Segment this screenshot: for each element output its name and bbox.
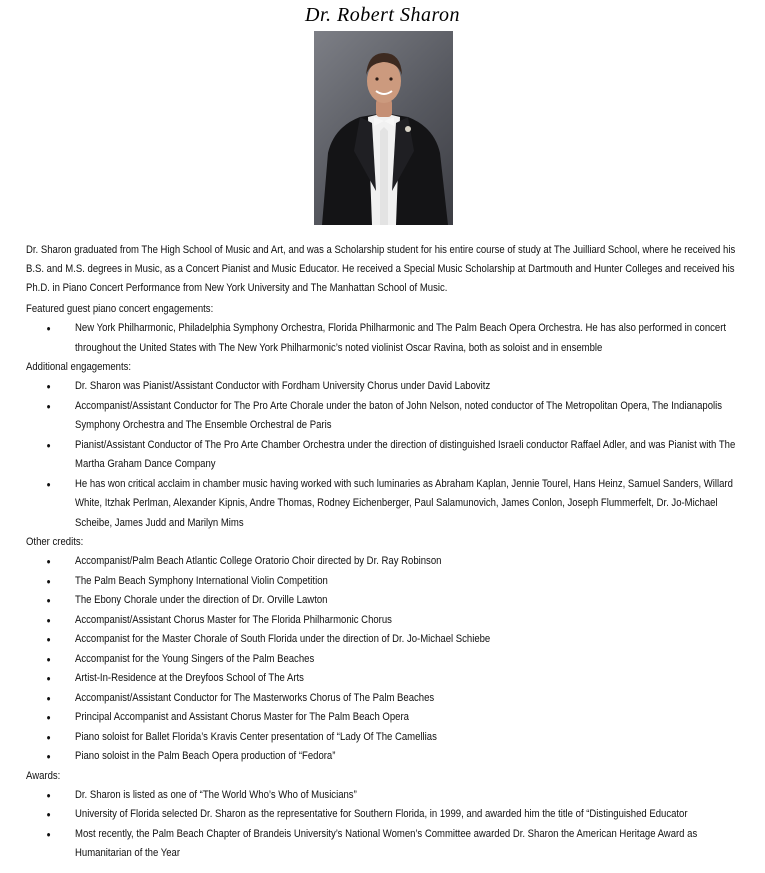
list-item: • Principal Accompanist and Assistant Chorus Master for The Palm Beach Opera (75, 708, 748, 728)
list-item: • New York Philharmonic, Philadelphia Symphony Orchestra, Florida Philharmonic and The Palm Beach Opera Orchestra. He has also performed in concert throughout the United States with The New York Philharmonic’s noted violinist Oscar Ravina, both as soloist and in ensemble (75, 319, 748, 358)
additional-heading: Additional engagements: (26, 361, 132, 373)
portrait-photo (314, 31, 453, 225)
list-item: • Accompanist/Assistant Chorus Master for The Florida Philharmonic Chorus (75, 611, 748, 631)
list-item: • Pianist/Assistant Conductor of The Pro Arte Chamber Orchestra under the direction of distinguished Israeli conductor Raffael Adler, and was Pianist with The Martha Graham Dance Company (75, 436, 748, 475)
list-item: • Piano soloist for Ballet Florida’s Kravis Center presentation of “Lady Of The Camellias (75, 728, 748, 748)
list-item: • The Ebony Chorale under the direction of Dr. Orville Lawton (75, 591, 748, 611)
other-heading: Other credits: (26, 536, 84, 548)
list-item: • Dr. Sharon is listed as one of “The World Who’s Who of Musicians” (75, 786, 748, 806)
list-item: • Accompanist/Assistant Conductor for The Masterworks Chorus of The Palm Beaches (75, 689, 748, 709)
list-item: • University of Florida selected Dr. Sharon as the representative for Southern Florida, in 1999, and awarded him the title of “Distinguished Educator (75, 805, 748, 825)
list-item: • Artist-In-Residence at the Dreyfoos School of The Arts (75, 669, 748, 689)
page-title: Dr. Robert Sharon (305, 4, 460, 26)
list-item: • He has won critical acclaim in chamber music having worked with such luminaries as Abraham Kaplan, Jennie Tourel, Hans Heinz, Samuel Sanders, Willard White, Itzhak Perlman, Alexander Kipnis, Andre Thomas, Rodney Eichenberger, Paul Salamunovich, James Conlon, Joseph Flummerfelt, Dr. Jo-Michael Scheibe, James Judd and Marilyn Mims (75, 475, 748, 534)
intro-paragraph: Dr. Sharon graduated from The High School of Music and Art, and was a Scholarship student for his entire course of study at The Juilliard School, where he received his B.S. and M.S. degrees in Music, as a Concert Pianist and Music Educator. He received a Special Music Scholarship at Dartmouth and Hunter Colleges and received his Ph.D. in Piano Concert Performance from New York University and The Manhattan School of Music. (26, 244, 736, 294)
list-item: • Dr. Sharon was Pianist/Assistant Conductor with Fordham University Chorus under David Labovitz (75, 377, 748, 397)
list-item: • Piano soloist in the Palm Beach Opera production of “Fedora” (75, 747, 748, 767)
list-item: • Accompanist/Assistant Conductor for The Pro Arte Chorale under the baton of John Nelson, noted conductor of The Metropolitan Opera, The Indianapolis Symphony Orchestra and The Ensemble Orchestral de Paris (75, 397, 748, 436)
list-item: • The Palm Beach Symphony International Violin Competition (75, 572, 748, 592)
list-item: • Accompanist/Palm Beach Atlantic College Oratorio Choir directed by Dr. Ray Robinson (75, 552, 748, 572)
list-item: • Accompanist for the Master Chorale of South Florida under the direction of Dr. Jo-Michael Schiebe (75, 630, 748, 650)
additional-list (26, 377, 748, 533)
biography-content (26, 241, 748, 864)
featured-list (26, 319, 748, 358)
awards-heading: Awards: (26, 769, 61, 782)
featured-heading: Featured guest piano concert engagements: (26, 303, 214, 315)
list-item: • Most recently, the Palm Beach Chapter of Brandeis University’s National Women’s Committee awarded Dr. Sharon the American Heritage Award as Humanitarian of the Year (75, 825, 748, 864)
other-list (26, 552, 748, 767)
awards-list (26, 786, 748, 864)
list-item: • Accompanist for the Young Singers of the Palm Beaches (75, 650, 748, 670)
